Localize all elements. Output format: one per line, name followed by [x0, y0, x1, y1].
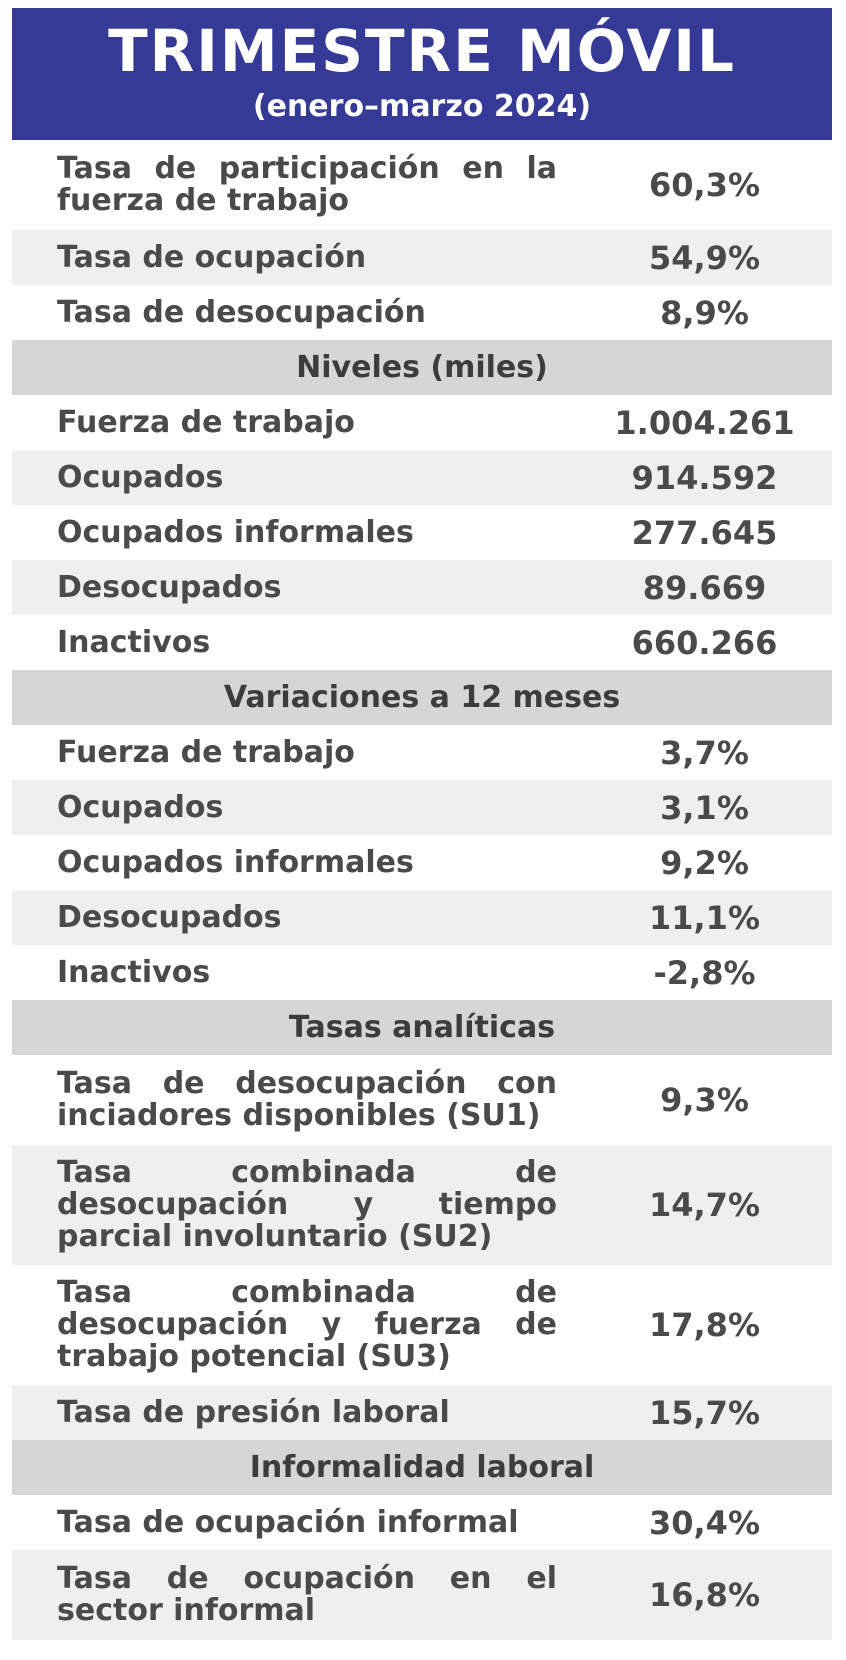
row-label: Tasa de presión laboral — [57, 1394, 450, 1430]
row-label: Inactivos — [57, 624, 211, 660]
table-header — [12, 8, 832, 140]
row-value: 30,4% — [648, 1503, 760, 1542]
table-row — [12, 1145, 832, 1265]
table-row — [12, 890, 832, 945]
row-label: Inactivos — [57, 954, 211, 990]
table-row — [12, 615, 832, 670]
row-value: 16,8% — [648, 1576, 760, 1614]
row-label: Tasa combinada de desocupación y tiempo parcial involuntario (SU2) — [57, 1155, 557, 1254]
row-value: 3,7% — [660, 733, 749, 772]
section-header-levels: Niveles (miles) — [12, 340, 832, 395]
row-label: Tasa de ocupación — [57, 239, 367, 275]
table-row — [12, 450, 832, 505]
row-value: 9,2% — [660, 843, 749, 882]
table-row — [12, 1055, 832, 1145]
row-value: -2,8% — [653, 953, 756, 992]
row-label: Tasa de desocupación con inciadores disponibles (SU1) — [57, 1066, 557, 1133]
table-row — [12, 230, 832, 285]
table-row — [12, 1385, 832, 1440]
table-row — [12, 505, 832, 560]
row-label: Tasa combinada de desocupación y fuerza de trabajo potencial (SU3) — [57, 1275, 557, 1374]
row-label: Fuerza de trabajo — [57, 404, 355, 440]
labor-statistics-table — [12, 8, 832, 1640]
row-value: 1.004.261 — [614, 403, 795, 442]
table-subtitle: (enero–marzo 2024) — [252, 89, 592, 124]
row-label: Tasa de ocupación en el sector informal — [57, 1561, 557, 1628]
row-label: Fuerza de trabajo — [57, 734, 355, 770]
row-value: 11,1% — [648, 898, 760, 937]
row-value: 60,3% — [648, 166, 760, 204]
table-row — [12, 140, 832, 230]
row-label: Ocupados — [57, 459, 224, 495]
table-row — [12, 1265, 832, 1385]
table-row — [12, 1550, 832, 1640]
table-row — [12, 725, 832, 780]
row-value: 660.266 — [631, 623, 778, 662]
row-label: Tasa de desocupación — [57, 294, 426, 330]
table-title: TRIMESTRE MÓVIL — [108, 17, 736, 85]
row-value: 54,9% — [648, 238, 760, 277]
row-value: 14,7% — [648, 1186, 760, 1224]
row-label: Desocupados — [57, 899, 282, 935]
row-label: Ocupados — [57, 789, 224, 825]
row-value: 277.645 — [631, 513, 778, 552]
section-header-variations: Variaciones a 12 meses — [12, 670, 832, 725]
row-value: 9,3% — [660, 1081, 749, 1119]
row-label: Tasa de participación en la fuerza de trabajo — [57, 151, 557, 218]
table-row — [12, 945, 832, 1000]
table-row — [12, 835, 832, 890]
section-header-analytic-rates: Tasas analíticas — [12, 1000, 832, 1055]
row-value: 3,1% — [660, 788, 749, 827]
row-value: 914.592 — [631, 458, 778, 497]
table-row — [12, 560, 832, 615]
table-row — [12, 1495, 832, 1550]
table-row — [12, 285, 832, 340]
row-label: Desocupados — [57, 569, 282, 605]
table-row — [12, 780, 832, 835]
table-row — [12, 395, 832, 450]
row-label: Ocupados informales — [57, 514, 414, 550]
row-value: 15,7% — [648, 1393, 760, 1432]
row-value: 8,9% — [660, 293, 749, 332]
row-value: 17,8% — [648, 1306, 760, 1344]
row-label: Tasa de ocupación informal — [57, 1504, 519, 1540]
section-header-informality: Informalidad laboral — [12, 1440, 832, 1495]
row-label: Ocupados informales — [57, 844, 414, 880]
row-value: 89.669 — [642, 568, 767, 607]
